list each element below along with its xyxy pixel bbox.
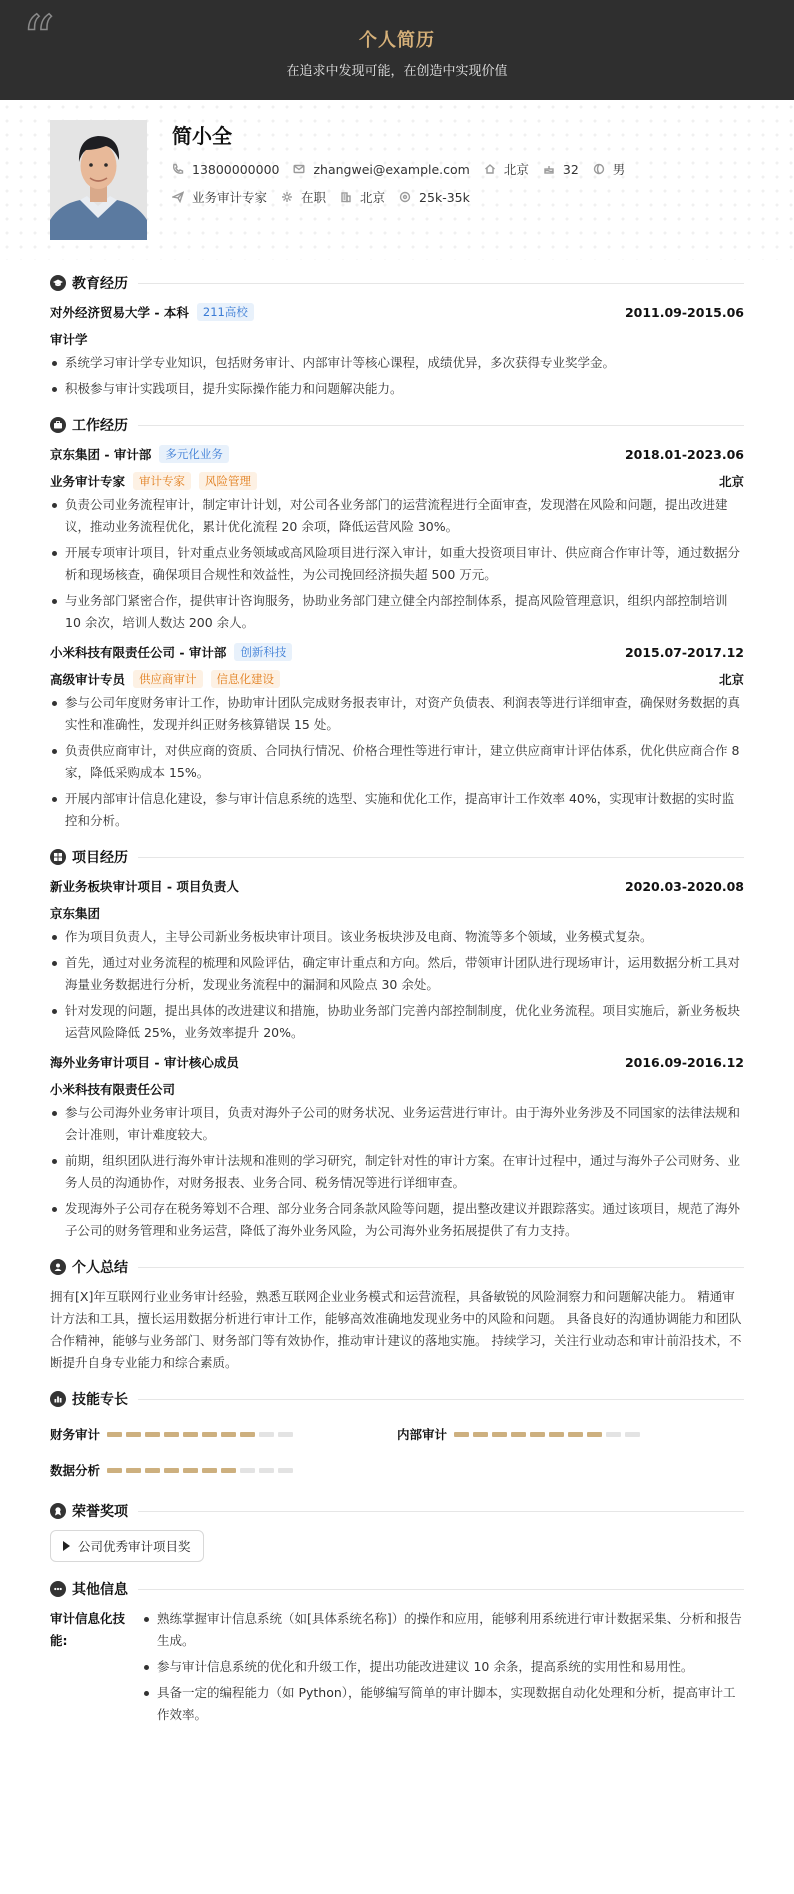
skill-level-segment	[511, 1432, 526, 1437]
project-period: 2020.03-2020.08	[624, 878, 744, 894]
education-points	[50, 352, 744, 400]
skill-level-segment	[107, 1432, 122, 1437]
skill-level-segment	[107, 1468, 122, 1473]
skill-level-segment	[568, 1432, 583, 1437]
summary-section-header	[50, 1252, 744, 1282]
gear-icon	[281, 191, 293, 203]
salary-info	[399, 190, 470, 205]
skill-level-segment	[473, 1432, 488, 1437]
project-name: 新业务板块审计项目 - 项目负责人	[50, 879, 239, 894]
profile-section	[0, 100, 794, 260]
awards-section-header	[50, 1496, 744, 1526]
skill-level-segment	[183, 1432, 198, 1437]
other-points	[142, 1608, 744, 1730]
skill-level-segment	[530, 1432, 545, 1437]
award-badge	[50, 1530, 204, 1562]
list-item: 首先，通过对业务流程的梳理和风险评估，确定审计重点和方向。然后，带领审计团队进行现场审计，运用数据分析工具对海量业务数据进行分析，发现业务流程中的漏洞和风险点 30 余处。	[50, 952, 744, 996]
phone-info	[172, 162, 279, 177]
work-title: 工作经历	[72, 418, 128, 434]
skill-level-segment	[278, 1432, 293, 1437]
age-text: 32	[562, 161, 579, 177]
skill-item	[50, 1452, 397, 1488]
age-info	[543, 162, 579, 177]
skill-level-segment	[126, 1468, 141, 1473]
education-entry-header	[50, 298, 744, 326]
gender-icon	[593, 163, 605, 175]
project-name: 海外业务审计项目 - 审计核心成员	[50, 1055, 239, 1070]
skill-level-segment	[164, 1468, 179, 1473]
banner-title: 个人简历	[359, 30, 435, 51]
phone-text: 13800000000	[192, 161, 280, 177]
summary-title: 个人总结	[72, 1260, 128, 1276]
major-name: 审计学	[50, 332, 88, 347]
bar-chart-icon	[50, 1391, 66, 1407]
gender-text: 男	[612, 162, 626, 177]
skill-level-segment	[221, 1468, 236, 1473]
section-divider	[138, 857, 744, 858]
project-org-row	[50, 900, 744, 926]
work-location: 北京	[718, 474, 744, 489]
skill-level-segment	[492, 1432, 507, 1437]
list-item: 积极参与审计实践项目，提升实际操作能力和问题解决能力。	[50, 378, 744, 400]
section-divider	[138, 1399, 744, 1400]
user-icon	[50, 1259, 66, 1275]
company-name: 京东集团 - 审计部	[50, 447, 152, 462]
work-points	[50, 692, 744, 832]
avatar-portrait-icon	[50, 120, 147, 240]
project-org: 京东集团	[50, 906, 101, 921]
project-entry-header	[50, 872, 744, 900]
skill-level-segment	[549, 1432, 564, 1437]
list-item: 针对发现的问题，提出具体的改进建议和措施，协助业务部门完善内部控制制度，优化业务流程。项目实施后，新业务板块运营风险降低 25%，业务效率提升 20%。	[50, 1000, 744, 1044]
project-points	[50, 1102, 744, 1242]
contact-row	[172, 160, 639, 178]
skill-level-bar	[454, 1432, 644, 1437]
education-section-header	[50, 268, 744, 298]
school-name: 对外经济贸易大学 - 本科	[50, 305, 189, 320]
work-section-header	[50, 410, 744, 440]
send-icon	[172, 191, 184, 203]
skill-level-bar	[107, 1468, 297, 1473]
work-period: 2018.01-2023.06	[624, 446, 744, 462]
skills-title: 技能专长	[72, 1392, 128, 1408]
summary-text: 拥有[X]年互联网行业业务审计经验，熟悉互联网企业业务模式和运营流程，具备敏锐的风险洞察力和问题解决能力。 精通审计方法和工具，擅长运用数据分析进行审计工作，能够高效准确地发现业务中的风险和问题。 具备良好的沟通协调能力和团队合作精神，能够与业务部门、财务部门等有效协作，推动审计建议的落地实施。 持续学习，关注行业动态和审计前沿技术，不断提升自身专业能力和综合素质。	[50, 1289, 742, 1370]
other-label: 审计信息化技能:	[50, 1611, 126, 1648]
other-title: 其他信息	[72, 1582, 128, 1598]
list-item: 前期，组织团队进行海外审计法规和准则的学习研究，制定针对性的审计方案。在审计过程中，通过与海外子公司财务、业务人员的沟通协作，对财务报表、业务合同、税务情况等进行详细审查。	[50, 1150, 744, 1194]
section-divider	[138, 1511, 744, 1512]
city-info	[340, 188, 385, 206]
hometown-text: 北京	[503, 162, 529, 177]
role-tag: 供应商审计	[133, 670, 203, 688]
skill-level-segment	[145, 1468, 160, 1473]
list-item: 负责供应商审计，对供应商的资质、合同执行情况、价格合理性等进行审计，建立供应商审计评估体系，优化供应商合作 8 家，降低采购成本 15%。	[50, 740, 744, 784]
role-row	[50, 468, 744, 494]
avatar	[50, 120, 147, 240]
award-icon	[50, 1503, 66, 1519]
project-entry-header	[50, 1048, 744, 1076]
skill-level-segment	[278, 1468, 293, 1473]
company-tag: 多元化业务	[159, 445, 229, 463]
skill-level-segment	[240, 1432, 255, 1437]
cake-icon	[543, 163, 555, 175]
skill-level-segment	[259, 1468, 274, 1473]
section-divider	[138, 1589, 744, 1590]
section-divider	[138, 1267, 744, 1268]
role-tag: 审计专家	[133, 472, 191, 490]
award-name: 公司优秀审计项目奖	[78, 1539, 191, 1554]
company-tag: 创新科技	[234, 643, 292, 661]
list-item: 开展专项审计项目，针对重点业务领域或高风险项目进行深入审计，如重大投资项目审计、供应商合作审计等，通过数据分析和现场核查，确保项目合规性和效益性，为公司挽回经济损失超 500 万元。	[50, 542, 744, 586]
list-item: 参与公司年度财务审计工作，协助审计团队完成财务报表审计，对资产负债表、利润表等进行详细审查，确保财务数据的真实性和准确性，发现并纠正财务核算错误 15 处。	[50, 692, 744, 736]
list-item: 与业务部门紧密合作，提供审计咨询服务，协助业务部门建立健全内部控制体系，提高风险管理意识，组织内部控制培训 10 余次，培训人数达 200 余人。	[50, 590, 744, 634]
building-icon	[340, 191, 352, 203]
education-period: 2011.09-2015.06	[624, 304, 744, 320]
city-text: 北京	[360, 190, 386, 205]
job-row	[172, 188, 484, 206]
work-entry-header	[50, 440, 744, 468]
skill-level-segment	[240, 1468, 255, 1473]
skill-level-segment	[183, 1468, 198, 1473]
gender-info	[593, 160, 626, 178]
list-item: 开展内部审计信息化建设，参与审计信息系统的选型、实施和优化工作，提高审计工作效率 40%，实现审计数据的实时监控和分析。	[50, 788, 744, 832]
grid-icon	[50, 849, 66, 865]
skill-level-bar	[107, 1432, 297, 1437]
work-points	[50, 494, 744, 634]
skill-level-segment	[259, 1432, 274, 1437]
skill-name: 内部审计	[397, 1427, 448, 1442]
position-text: 业务审计专家	[192, 190, 268, 205]
section-divider	[138, 425, 744, 426]
skill-level-segment	[454, 1432, 469, 1437]
awards-title: 荣誉奖项	[72, 1504, 128, 1520]
skill-level-segment	[606, 1432, 621, 1437]
list-item: 熟练掌握审计信息系统（如[具体系统名称]）的操作和应用，能够利用系统进行审计数据采集、分析和报告生成。	[142, 1608, 744, 1652]
work-location: 北京	[718, 672, 744, 687]
banner-subtitle: 在追求中发现可能，在创造中实现价值	[286, 64, 508, 79]
position-info	[172, 188, 267, 206]
more-icon	[50, 1581, 66, 1597]
mail-icon	[293, 163, 305, 175]
quote-icon: “	[22, 3, 55, 77]
work-entry-header	[50, 638, 744, 666]
work-period: 2015.07-2017.12	[624, 644, 744, 660]
skills-section-header	[50, 1384, 744, 1414]
phone-icon	[172, 163, 184, 175]
top-banner	[0, 0, 794, 100]
hometown-info	[484, 160, 529, 178]
coin-icon	[399, 191, 411, 203]
resume-content	[0, 268, 794, 1730]
skill-level-segment	[126, 1432, 141, 1437]
skill-item	[50, 1416, 397, 1452]
company-name: 小米科技有限责任公司 - 审计部	[50, 645, 227, 660]
list-item: 参与审计信息系统的优化和升级工作，提出功能改进建议 10 余条，提高系统的实用性和易用性。	[142, 1656, 744, 1678]
skill-level-segment	[625, 1432, 640, 1437]
skill-level-segment	[587, 1432, 602, 1437]
skill-item	[397, 1416, 744, 1452]
list-item: 具备一定的编程能力（如 Python），能够编写简单的审计脚本，实现数据自动化处理和分析，提高审计工作效率。	[142, 1682, 744, 1726]
email-info	[293, 162, 469, 177]
role-row	[50, 666, 744, 692]
role-name: 业务审计专家	[50, 474, 126, 489]
play-icon	[63, 1541, 70, 1551]
status-info	[281, 188, 326, 206]
status-text: 在职	[301, 190, 327, 205]
list-item: 负责公司业务流程审计，制定审计计划，对公司各业务部门的运营流程进行全面审查，发现潜在风险和问题，提出改进建议，推动业务流程优化，累计优化流程 20 余项，降低运营风险 30%。	[50, 494, 744, 538]
email-text: zhangwei@example.com	[313, 161, 470, 177]
projects-section-header	[50, 842, 744, 872]
candidate-name: 简小全	[172, 124, 232, 148]
project-points	[50, 926, 744, 1044]
other-info	[50, 1608, 744, 1730]
skill-name: 数据分析	[50, 1463, 101, 1478]
role-tag: 风险管理	[199, 472, 257, 490]
major-row	[50, 326, 744, 352]
list-item: 发现海外子公司存在税务筹划不合理、部分业务合同条款风险等问题，提出整改建议并跟踪落实。通过该项目，规范了海外子公司的财务管理和业务运营，降低了海外业务风险，为公司海外业务拓展提供了有力支持。	[50, 1198, 744, 1242]
skill-level-segment	[145, 1432, 160, 1437]
list-item: 系统学习审计学专业知识，包括财务审计、内部审计等核心课程，成绩优异，多次获得专业奖学金。	[50, 352, 744, 374]
skill-name: 财务审计	[50, 1427, 101, 1442]
section-divider	[138, 283, 744, 284]
skills-list	[50, 1416, 744, 1488]
list-item: 参与公司海外业务审计项目，负责对海外子公司的财务状况、业务运营进行审计。由于海外业务涉及不同国家的法律法规和会计准则，审计难度较大。	[50, 1102, 744, 1146]
graduation-cap-icon	[50, 275, 66, 291]
list-item: 作为项目负责人，主导公司新业务板块审计项目。该业务板块涉及电商、物流等多个领域，业务模式复杂。	[50, 926, 744, 948]
skill-level-segment	[202, 1432, 217, 1437]
projects-title: 项目经历	[72, 850, 128, 866]
skill-level-segment	[221, 1432, 236, 1437]
project-period: 2016.09-2016.12	[624, 1054, 744, 1070]
project-org-row	[50, 1076, 744, 1102]
briefcase-icon	[50, 417, 66, 433]
project-org: 小米科技有限责任公司	[50, 1082, 176, 1097]
role-tag: 信息化建设	[211, 670, 281, 688]
role-name: 高级审计专员	[50, 672, 126, 687]
education-title: 教育经历	[72, 276, 128, 292]
school-tag: 211高校	[197, 303, 254, 321]
skill-level-segment	[164, 1432, 179, 1437]
home-icon	[484, 163, 496, 175]
skill-level-segment	[202, 1468, 217, 1473]
salary-text: 25k-35k	[419, 189, 470, 205]
other-section-header	[50, 1574, 744, 1604]
